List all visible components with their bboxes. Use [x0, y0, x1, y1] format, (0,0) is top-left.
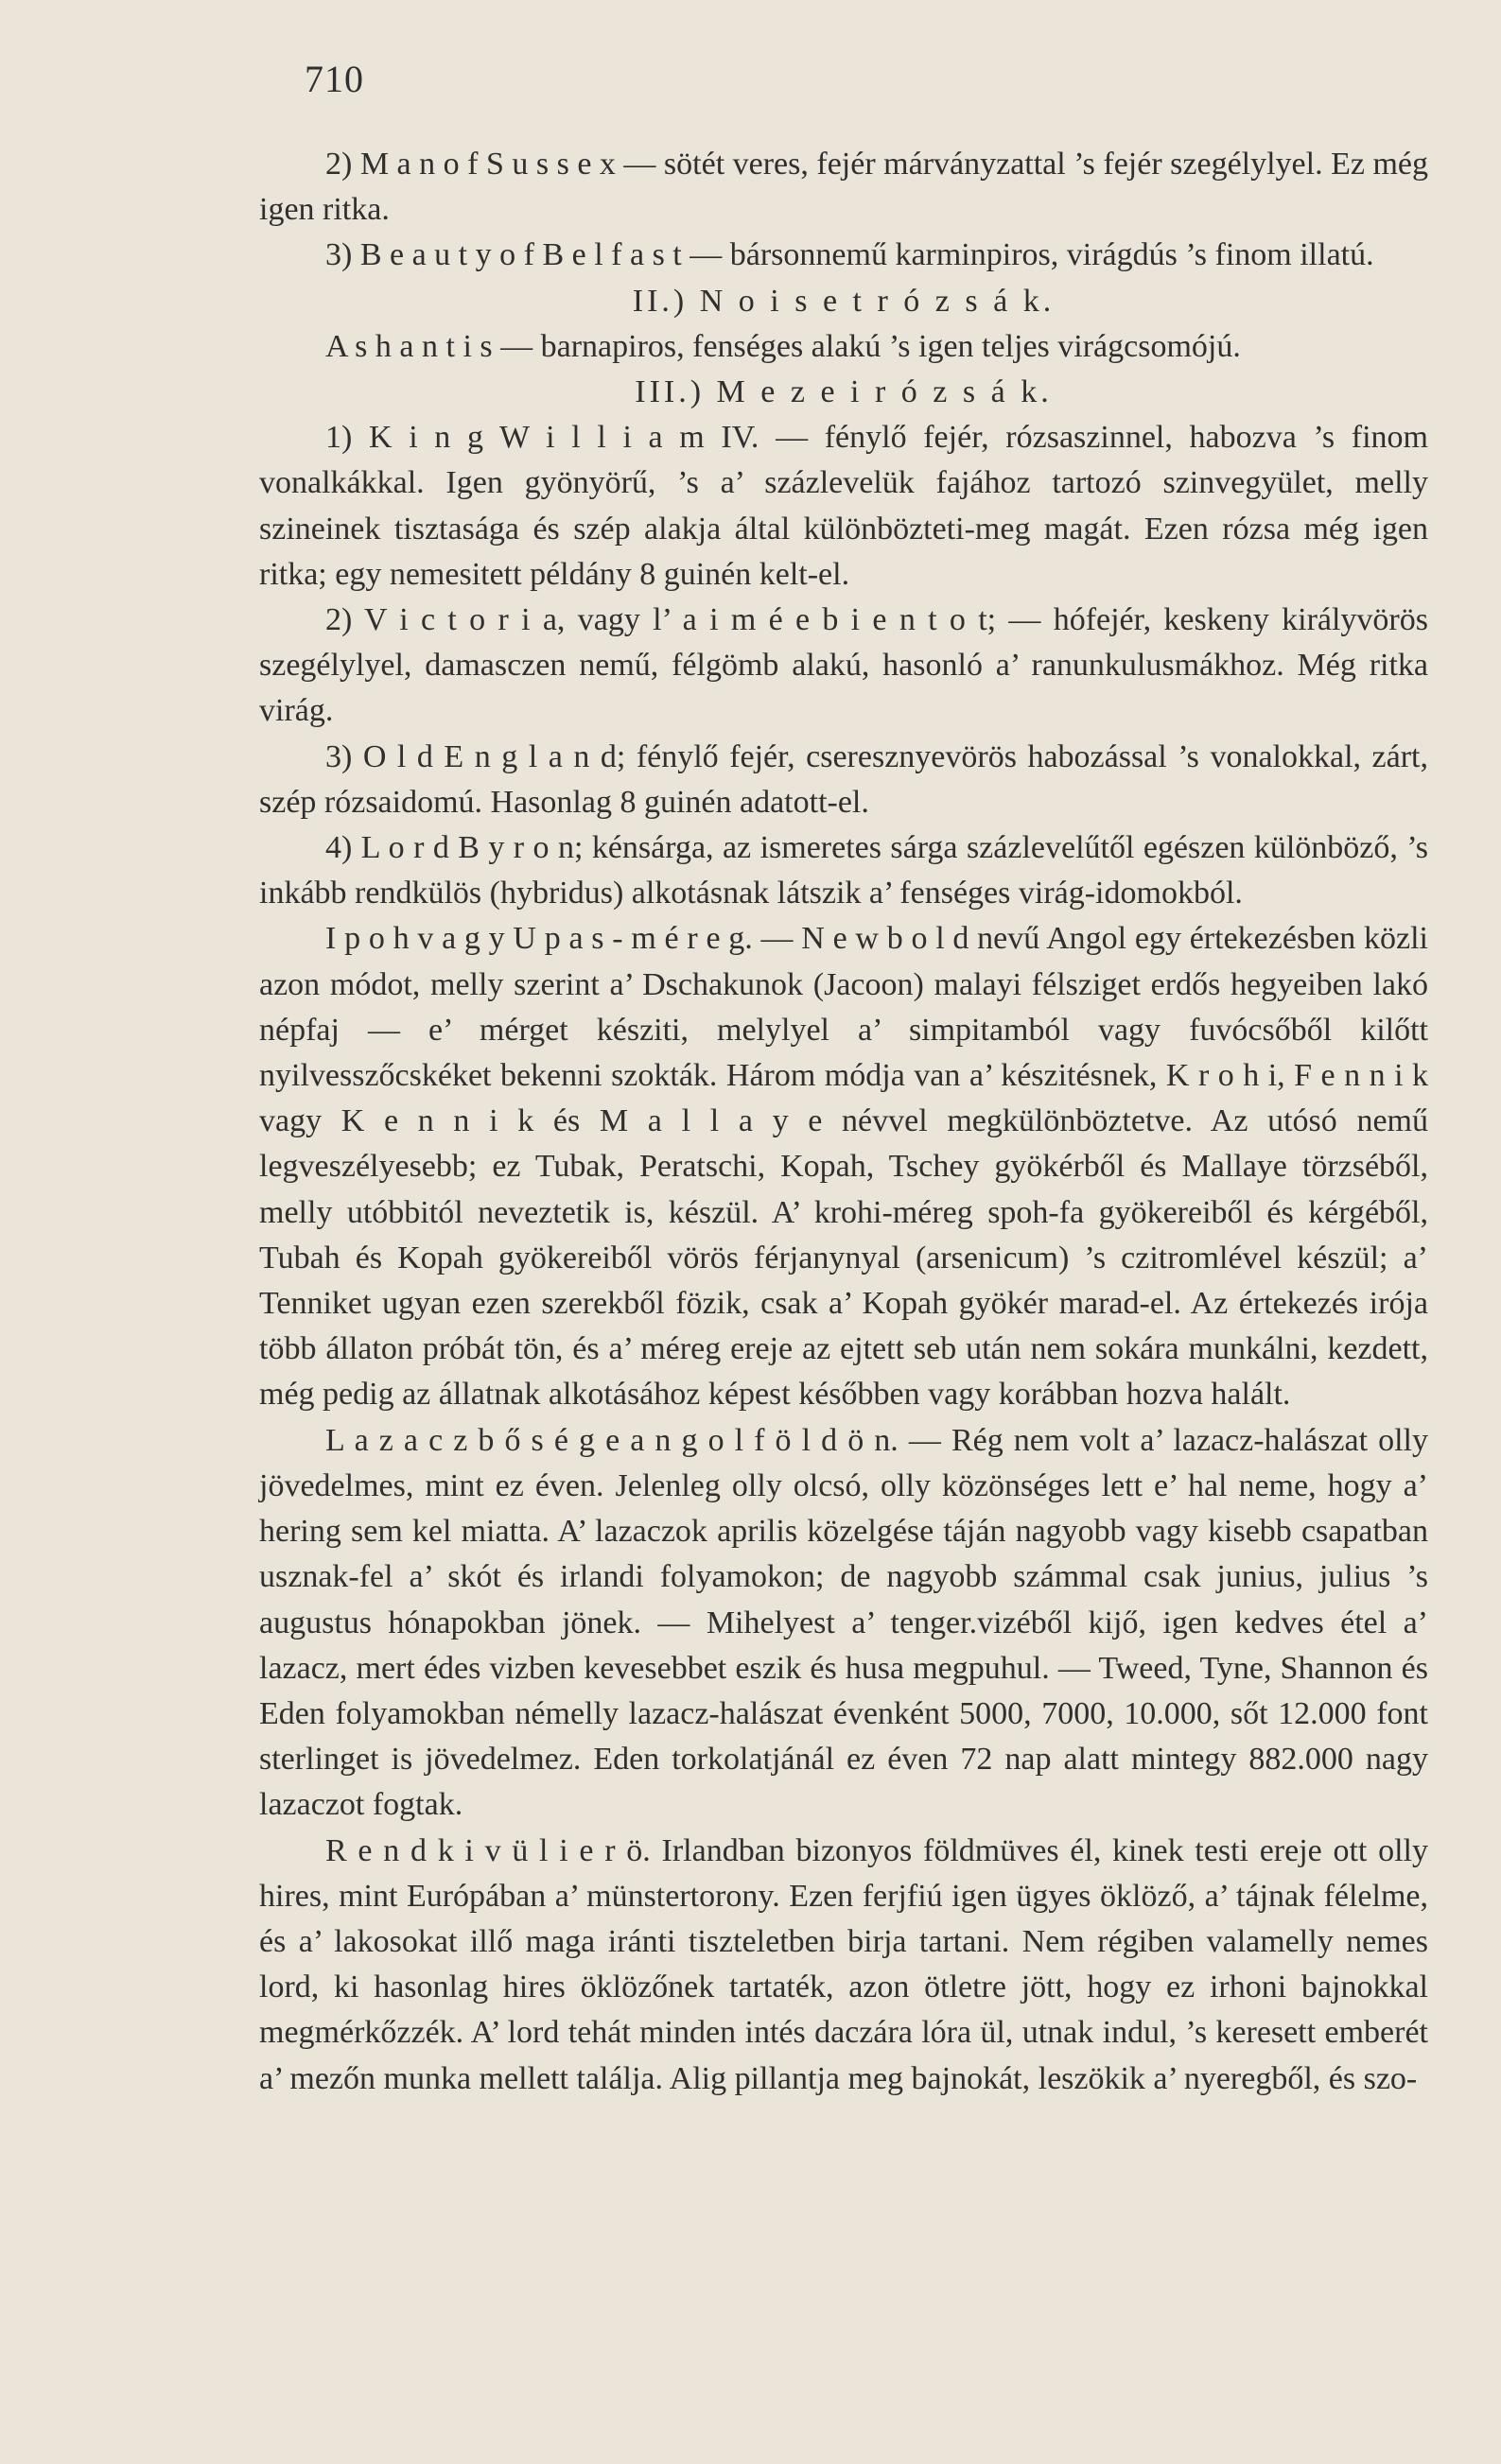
paragraph-old-england: 3) O l d E n g l a n d; fénylő fejér, cseresznyevörös habozással ’s vonalokkal, zárt, szép rózsaidomú. Hasonlag 8 guinén adatott-el. — [259, 738, 1428, 820]
section-heading-mezei: III.) M e z e i r ó z s á k. — [635, 374, 1053, 410]
paragraph-ashantis: A s h a n t i s — barnapiros, fenséges alakú ’s igen teljes virágcsomójú. — [325, 328, 1241, 364]
page-number: 710 — [305, 58, 364, 100]
page-content — [259, 142, 1428, 2102]
paragraph-lord-byron: 4) L o r d B y r o n; kénsárga, az ismeretes sárga százlevelűtől egészen különböző, ’s inkább rendkülös (hybridus) alkotásnak látszik a’ fenséges virág-idomokból. — [259, 830, 1428, 911]
section-heading-noisette: II.) N o i s e t r ó z s á k. — [632, 283, 1056, 319]
paragraph-rendkivuli-ero: R e n d k i v ü l i e r ö. Irlandban bizonyos földmüves él, kinek testi ereje ott olly hires, mint Európában a’ münstertorony. Ezen ferjfiú igen ügyes öklöző, a’ tájnak félelme, és a’ lakosokat illő maga iránti tiszteletben birja tartani. Nem régiben valamelly nemes lord, ki hasonlag hires öklözőnek tartaték, azon ötletre jött, hogy ez irhoni bajnokkal megmérkőzzék. A’ lord tehát minden intés daczára lóra ül, utnak indul, ’s keresett emberét a’ mezőn munka mellett találja. Alig pillantja meg bajnokát, leszökik a’ nyeregből, és szo- — [259, 1832, 1428, 2096]
paragraph-man-of-sussex: 2) M a n o f S u s s e x — sötét veres, fejér márványzattal ’s fejér szegélylyel. Ez még igen ritka. — [259, 147, 1428, 228]
paragraph-king-william: 1) K i n g W i l l i a m IV. — fénylő fejér, rózsaszinnel, habozva ’s finom vonalkákkal. Igen gyönyörű, ’s a’ százlevelük fajához tartozó szinvegyület, melly szineinek tisztasága és szép alakja által különbözteti-meg magát. Ezen rózsa még igen ritka; egy nemesitett példány 8 guinén kelt-el. — [259, 420, 1428, 592]
paragraph-ipoh: I p o h v a g y U p a s - m é r e g. — N e w b o l d nevű Angol egy értekezésben közli azon módot, melly szerint a’ Dschakunok (Jacoon) malayi félsziget erdős hegyeiben lakó népfaj — e’ mérget késziti, melylyel a’ simpitamból vagy fuvócsőből kilőtt nyilvesszőcskéket bekenni szokták. Három módja van a’ készitésnek, K r o h i, F e n n i k vagy K e n n i k és M a l l a y e névvel megkülönböztetve. Az utósó nemű legveszélyesebb; ez Tubak, Peratschi, Kopah, Tschey gyökérből és Mallaye törzséből, melly utóbbitól neveztetik is, készül. A’ krohi-méreg spoh-fa gyökereiből és kérgéből, Tubah és Kopah gyökereiből vörös férjanynyal (arsenicum) ’s czitromlével készül; a’ Tenniket ugyan ezen szerekből fözik, csak a’ Kopah gyökér marad-el. Az értekezés irója több állaton próbát tön, és a’ méreg ereje az ejtett seb után nem sokára munkálni, kezdett, még pedig az állatnak alkotásához képest későbben vagy korábban hozva halált. — [259, 921, 1428, 1413]
paragraph-beauty-of-belfast: 3) B e a u t y o f B e l f a s t — bársonnemű karminpiros, virágdús ’s finom illatú. — [325, 237, 1374, 273]
paragraph-victoria: 2) V i c t o r i a, vagy l’ a i m é e b i e n t o t; — hófejér, keskeny királyvörös szegélylyel, damasczen nemű, félgömb alakú, hasonló a’ ranunkulusmákhoz. Még ritka virág. — [259, 602, 1428, 729]
paragraph-lazacz: L a z a c z b ő s é g e a n g o l f ö l d ö n. — Rég nem volt a’ lazacz-halászat olly jövedelmes, mint ez éven. Jelenleg olly olcsó, olly közönséges lett e’ hal neme, hogy a’ hering sem kel miatta. A’ lazaczok aprilis közelgése táján nagyobb vagy kisebb csapatban usznak-fel a’ skót és irlandi folyamokon; de nagyobb számmal csak junius, julius ’s augustus hónapokban jönek. — Mihelyest a’ tenger.vizéből kijő, igen kedves étel a’ lazacz, mert édes vizben kevesebbet eszik és husa megpuhul. — Tweed, Tyne, Shannon és Eden folyamokban némelly lazacz-halászat évenként 5000, 7000, 10.000, sőt 12.000 font sterlinget is jövedelmez. Eden torkolatjánál ez éven 72 nap alatt mintegy 882.000 nagy lazaczot fogtak. — [259, 1422, 1428, 1823]
